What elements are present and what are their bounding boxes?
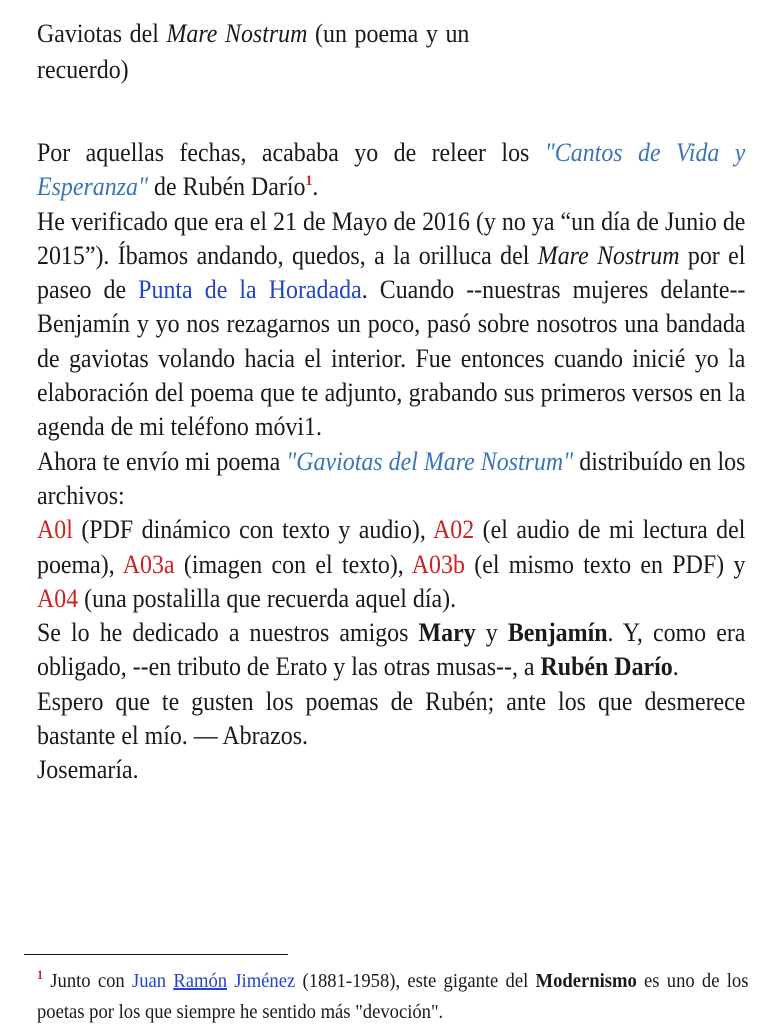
text: Ahora te envío mi poema <box>37 446 287 476</box>
file-link-a04[interactable]: A04 <box>37 583 79 613</box>
bold-name: Rubén Darío <box>540 652 673 682</box>
footnote <box>37 966 748 1028</box>
ramon-link[interactable]: Ramón <box>173 970 228 992</box>
title-text-end: (un poema y un recuerdo) <box>37 19 470 84</box>
jimenez-link[interactable]: Jiménez <box>227 970 296 992</box>
text: (el mismo texto en PDF) y <box>464 549 746 579</box>
file-link-a01[interactable]: A0l <box>37 515 73 545</box>
text: (imagen con el texto), <box>174 549 412 579</box>
text: (PDF dinámico con texto y audio), <box>72 515 434 545</box>
text: He verificado que era el 21 de Mayo de 2016 (y no ya “un día de Junio de 2015”). Íbamos andando, quedos, a la orilluca del <box>37 206 746 270</box>
text: . Y, como era obligado, --en tributo de Erato y las otras musas--, a <box>37 618 746 682</box>
text: . <box>312 172 319 202</box>
juan-link[interactable]: Juan <box>131 970 174 992</box>
text: Junto con <box>43 970 132 992</box>
paragraph-3 <box>37 445 745 514</box>
file-link-a02[interactable]: A02 <box>433 515 475 545</box>
bold-text: Modernismo <box>535 970 637 992</box>
paragraph-4 <box>37 513 745 616</box>
footnote-reference[interactable]: 1 <box>305 173 313 190</box>
text: es uno de los poetas por los que siempre he sentido más "devoción". <box>37 970 749 1023</box>
text: distribuído en los archivos: <box>37 446 746 510</box>
text: por el paseo de <box>37 240 746 305</box>
punta-horadada-link[interactable]: Punta de la Horadada <box>138 275 362 305</box>
paragraph-1 <box>37 136 745 205</box>
paragraph-2 <box>37 205 745 445</box>
footnote-mark: 1 <box>37 967 44 982</box>
title-italic: Mare Nostrum <box>166 19 308 48</box>
file-link-a03a[interactable]: A03a <box>122 549 175 579</box>
text: . <box>672 652 679 682</box>
signature: Josemaría. <box>37 755 139 785</box>
poem-title-link[interactable]: "Gaviotas del Mare Nostrum" <box>286 446 574 476</box>
text: Se lo he dedicado a nuestros amigos <box>37 618 419 648</box>
text: (una postalilla que recuerda aquel día). <box>78 583 457 613</box>
paragraph-5 <box>37 616 745 685</box>
italic-text: Mare Nostrum <box>537 240 680 270</box>
file-link-a03b[interactable]: A03b <box>411 549 465 579</box>
bold-name: Benjamín <box>507 618 608 648</box>
cantos-title-link[interactable]: "Cantos de Vida y Esperanza" <box>37 138 746 202</box>
bold-name: Mary <box>418 618 476 648</box>
footnote-divider <box>24 954 288 955</box>
text: (1881-1958), este gigante del <box>295 970 536 992</box>
document-title <box>37 16 469 88</box>
text: . Cuando --nuestras mujeres delante-- Benjamín y yo nos rezagarnos un poco, pasó sobre nosotros una bandada de gaviotas volando hacia el interior. Fue entonces cuando inicié yo la elaboración del poema que te adjunto, grabando sus primeros versos en la agenda de mi teléfono móvi1. <box>37 275 746 442</box>
title-text: Gaviotas del <box>37 19 167 48</box>
text: (el audio de mi lectura del poema), <box>37 515 746 579</box>
letter-body <box>37 136 745 788</box>
text: de Rubén Darío <box>148 172 306 202</box>
paragraph-6: Espero que te gusten los poemas de Rubén; ante los que desmerece bastante el mío. — Abrazos. <box>37 686 746 751</box>
text: Por aquellas fechas, acababa yo de releer los <box>37 138 545 167</box>
text: y <box>475 618 508 648</box>
